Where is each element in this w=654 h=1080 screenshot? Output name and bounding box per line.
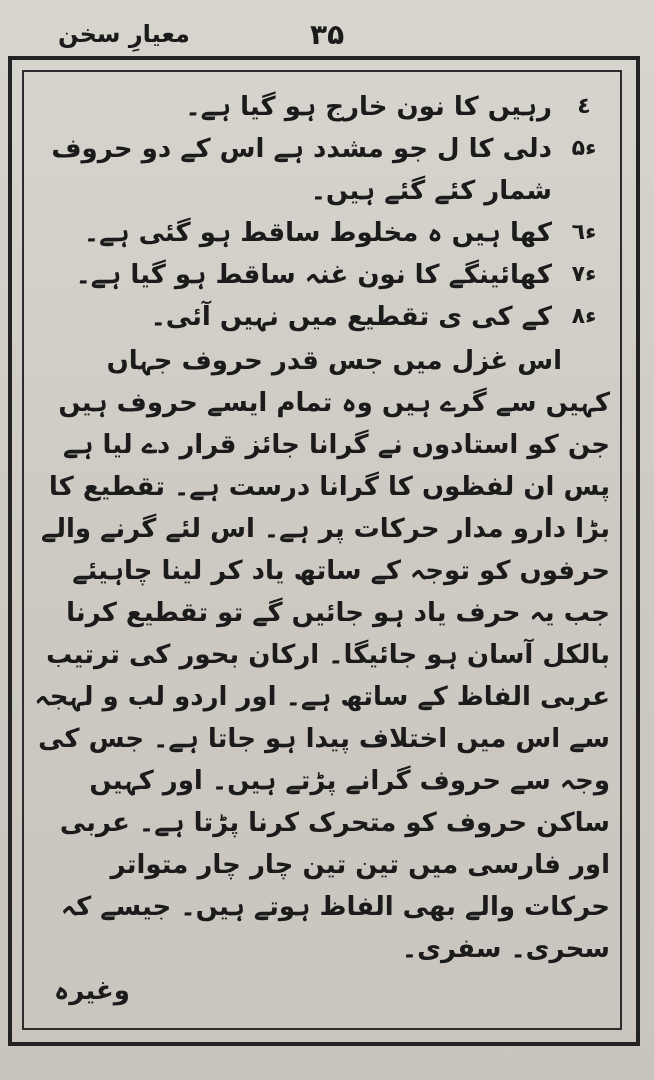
closing-word: وغیرہ [54,976,130,1006]
footnote-6 [34,212,610,254]
footnote-4 [34,86,610,128]
footnote-7 [34,254,610,296]
footnote-number: ٤ [577,94,591,119]
page-header [30,14,624,54]
footnote-text: کے کی ی تقطیع میں نہیں آئی۔ [150,302,552,332]
footnote-5 [34,128,610,212]
footnote-number: ء٦ [571,220,597,245]
footnote-text: رہیں کا نون خارج ہو گیا ہے۔ [185,92,552,122]
page-number: ۳۵ [310,18,345,51]
running-title: معیارِ سخن [58,20,190,48]
footnote-number: ء۵ [571,136,597,161]
main-paragraph: اس غزل میں جس قدر حروف جہاں کہیں سے گرے ہیں وہ تمام ایسے حروف ہیں جن کو استادوں نے گرانا جائز قرار دے لیا ہے پس ان لفظوں کا گرانا درست ہے۔ تقطیع کا بڑا دارو مدار حرکات پر ہے۔ اس لئے گرنے والے حرفوں کو توجہ کے ساتھ یاد کر لینا چاہیئے جب یہ حرف یاد ہو جائیں گے تو تقطیع کرنا بالکل آسان ہو جائیگا۔ ارکان بحور کی ترتیب عربی الفاظ کے ساتھ ہے۔ اور اردو لب و لہجہ سے اس میں اختلاف پیدا ہو جاتا ہے۔ جس کی وجہ سے حروف گرانے پڑتے ہیں۔ اور کہیں ساکن حروف کو متحرک کرنا پڑتا ہے۔ عربی اور فارسی میں تین تین چار چار متواتر حرکات والے بھی الفاظ ہوتے ہیں۔ جیسے کہ سحری۔ سفری۔ [34,346,610,964]
footnote-text: کھا ہیں ہ مخلوط ساقط ہو گئی ہے۔ [83,218,552,248]
body-text [34,86,610,1016]
footnote-number: ء۷ [571,262,597,287]
footnote-text: کھائینگے کا نون غنہ ساقط ہو گیا ہے۔ [75,260,552,290]
footnote-8 [34,296,610,338]
footnote-text: دلی کا ل جو مشدد ہے اس کے دو حروف شمار کئے گئے ہیں۔ [51,134,552,206]
footnote-number: ء۸ [571,304,597,329]
